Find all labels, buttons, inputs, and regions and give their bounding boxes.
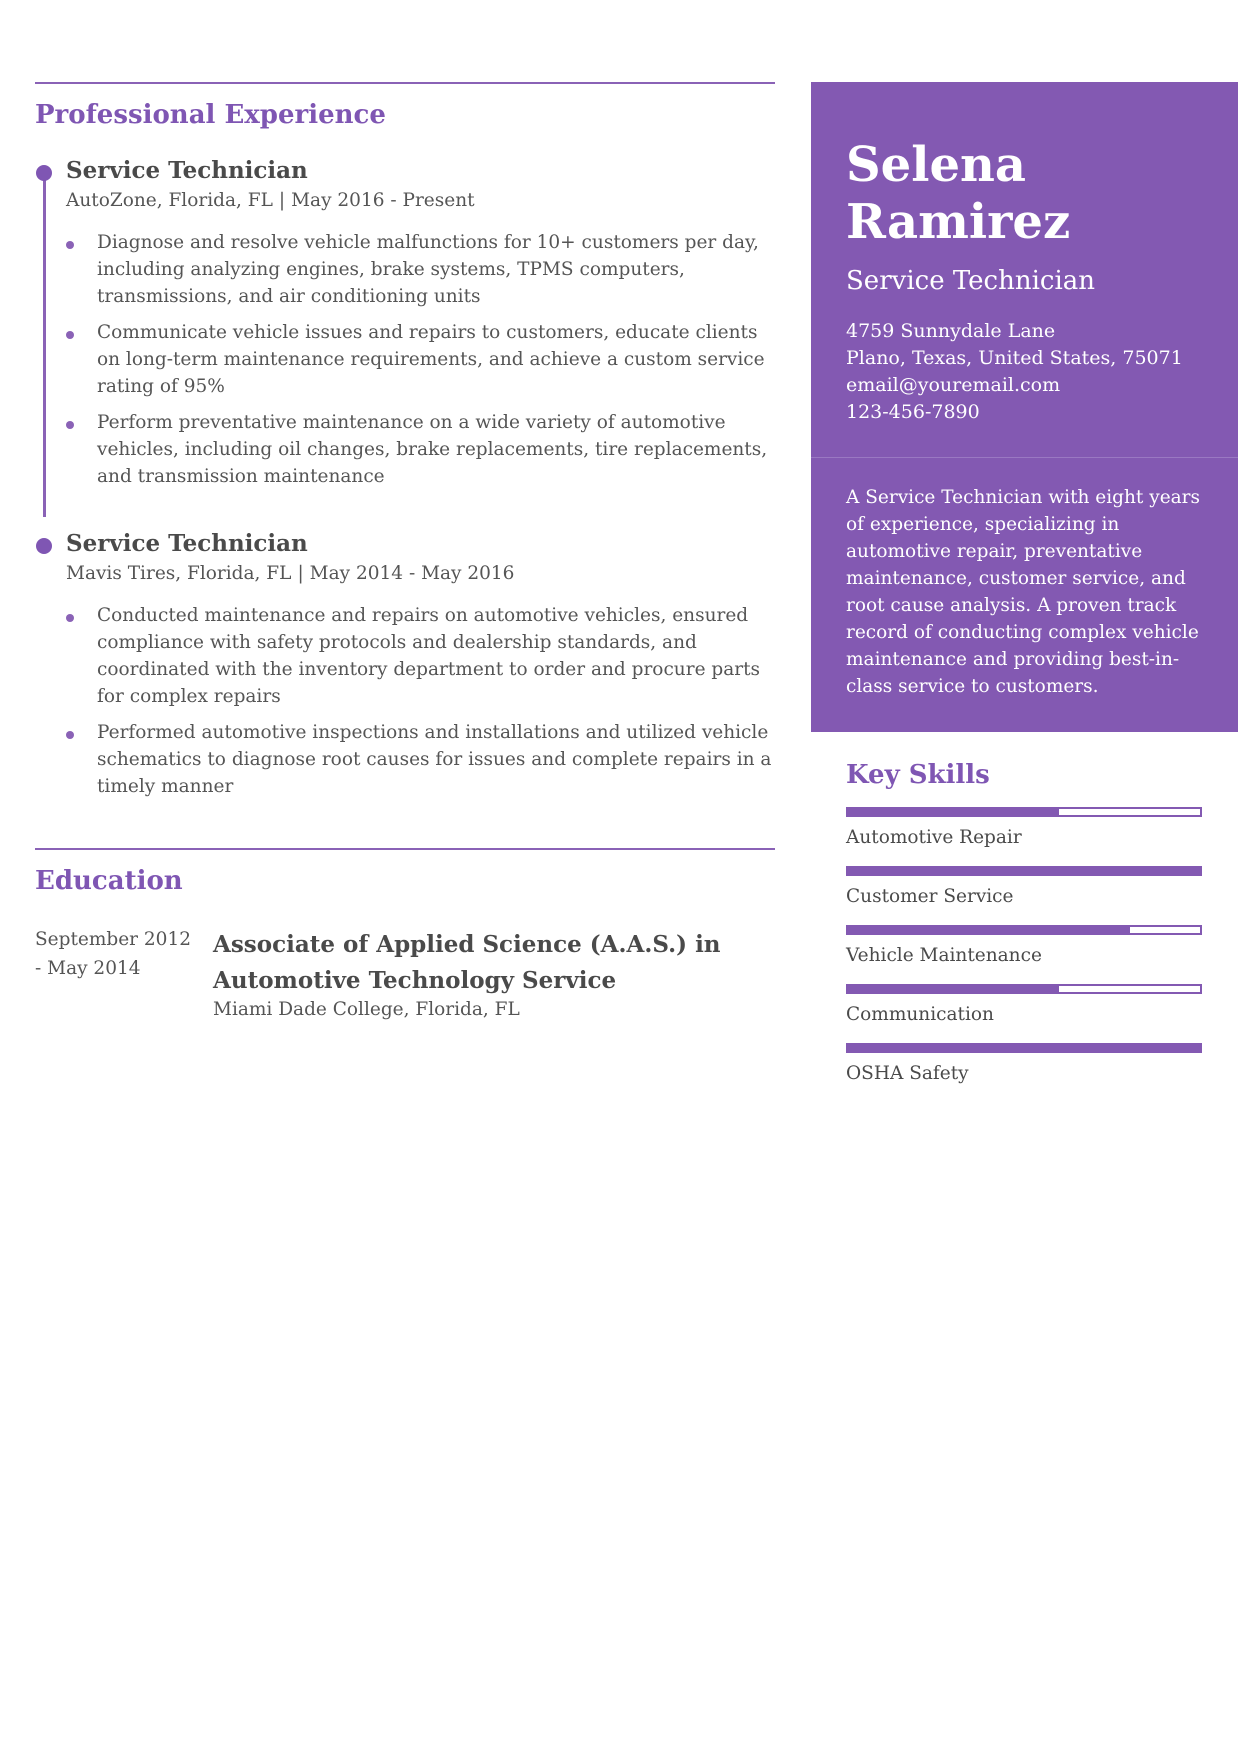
skill-item <box>846 984 1202 1027</box>
skill-item <box>846 866 1202 909</box>
job-company: AutoZone, Florida, FL <box>66 189 273 211</box>
skill-bar-fill <box>848 868 1200 874</box>
address-line: 4759 Sunnydale Lane <box>846 320 1056 342</box>
education-degree-line: Associate of Applied Science (A.A.S.) in <box>213 930 721 958</box>
education-degree <box>213 927 721 999</box>
job-bullet-text: Communicate vehicle issues and repairs to customers, educate clients on long-term maintenance requirements, and achieve a custom service rating of 95% <box>97 321 765 397</box>
job-meta <box>66 563 775 584</box>
job-title: Service Technician <box>66 529 308 557</box>
email-link[interactable]: email@youremail.com <box>846 374 1061 396</box>
job-bullet <box>66 319 775 400</box>
skill-label: Communication <box>846 1004 994 1026</box>
job-bullet-text: Perform preventative maintenance on a wide variety of automotive vehicles, including oil changes, brake replacements, tire replacements, and transmission maintenance <box>97 411 768 487</box>
skill-bar-fill <box>848 809 1059 815</box>
panel-divider <box>811 457 1238 458</box>
skill-item <box>846 925 1202 968</box>
job-entry <box>35 157 775 490</box>
skills-section <box>846 760 1202 1086</box>
skills-heading: Key Skills <box>846 760 990 790</box>
job-meta-separator: | <box>297 562 304 584</box>
phone-number: 123-456-7890 <box>846 401 980 423</box>
job-entry <box>35 530 775 800</box>
section-divider <box>35 848 775 850</box>
education-heading: Education <box>35 865 183 896</box>
education-degree-line: Automotive Technology Service <box>213 966 617 994</box>
job-bullet <box>66 229 775 310</box>
main-column <box>35 82 775 1020</box>
candidate-name <box>846 137 1070 251</box>
job-title: Service Technician <box>66 157 308 185</box>
profile-summary: A Service Technician with eight years of experience, specializing in automotive repair, preventative maintenance, customer service, and root cause analysis. A proven track record of conducting complex vehicle maintenance and providing best-in-class service to customers. <box>846 487 1201 697</box>
bullet-icon <box>66 614 74 622</box>
profile-panel <box>811 82 1238 732</box>
bullet-icon <box>66 241 74 249</box>
skill-label: Customer Service <box>846 886 1014 908</box>
job-bullet <box>66 719 775 800</box>
education-details <box>213 925 721 1020</box>
skill-bar-fill <box>848 986 1059 992</box>
timeline-dot-icon <box>36 165 52 181</box>
education-dates <box>35 925 213 1020</box>
education-entry <box>35 925 775 1020</box>
skill-bar <box>846 807 1202 817</box>
job-bullet <box>66 409 775 490</box>
job-bullet <box>66 602 775 710</box>
bullet-icon <box>66 331 74 339</box>
job-company: Mavis Tires, Florida, FL <box>66 562 292 584</box>
candidate-role: Service Technician <box>846 266 1096 296</box>
job-meta <box>66 190 775 211</box>
education-school: Miami Dade College, Florida, FL <box>213 998 520 1020</box>
job-bullets <box>66 602 775 800</box>
last-name: Ramirez <box>846 194 1071 250</box>
timeline-dot-icon <box>36 538 52 554</box>
bullet-icon <box>66 421 74 429</box>
bullet-icon <box>66 731 74 739</box>
skill-bar <box>846 866 1202 876</box>
skill-bar-fill <box>848 1045 1200 1051</box>
skill-item <box>846 807 1202 850</box>
skill-label: Automotive Repair <box>846 827 1022 849</box>
education-dates-end: - May 2014 <box>35 957 141 979</box>
job-bullet-text: Diagnose and resolve vehicle malfunctions for 10+ customers per day, including analyzing engines, brake systems, TPMS computers, transmissions, and air conditioning units <box>97 231 759 307</box>
job-bullet-text: Performed automotive inspections and installations and utilized vehicle schematics to diagnose root causes for issues and complete repairs in a timely manner <box>97 721 772 797</box>
job-bullets <box>66 229 775 490</box>
first-name: Selena <box>846 137 1026 193</box>
skill-bar <box>846 984 1202 994</box>
section-divider <box>35 82 775 84</box>
skill-label: Vehicle Maintenance <box>846 945 1042 967</box>
skill-item <box>846 1043 1202 1086</box>
skill-bar-fill <box>848 927 1130 933</box>
experience-timeline <box>35 157 775 800</box>
education-dates-start: September 2012 <box>35 928 191 950</box>
job-meta-separator: | <box>278 189 286 211</box>
job-dates: May 2014 - May 2016 <box>309 562 515 584</box>
address-line: Plano, Texas, United States, 75071 <box>846 347 1183 369</box>
experience-heading: Professional Experience <box>35 100 386 130</box>
job-dates: May 2016 - Present <box>291 189 475 211</box>
skill-bar <box>846 1043 1202 1053</box>
contact-info <box>846 318 1183 426</box>
skill-label: OSHA Safety <box>846 1063 969 1085</box>
job-bullet-text: Conducted maintenance and repairs on automotive vehicles, ensured compliance with safety protocols and dealership standards, and coordinated with the inventory department to order and procure parts for complex repairs <box>97 604 761 707</box>
skill-bar <box>846 925 1202 935</box>
